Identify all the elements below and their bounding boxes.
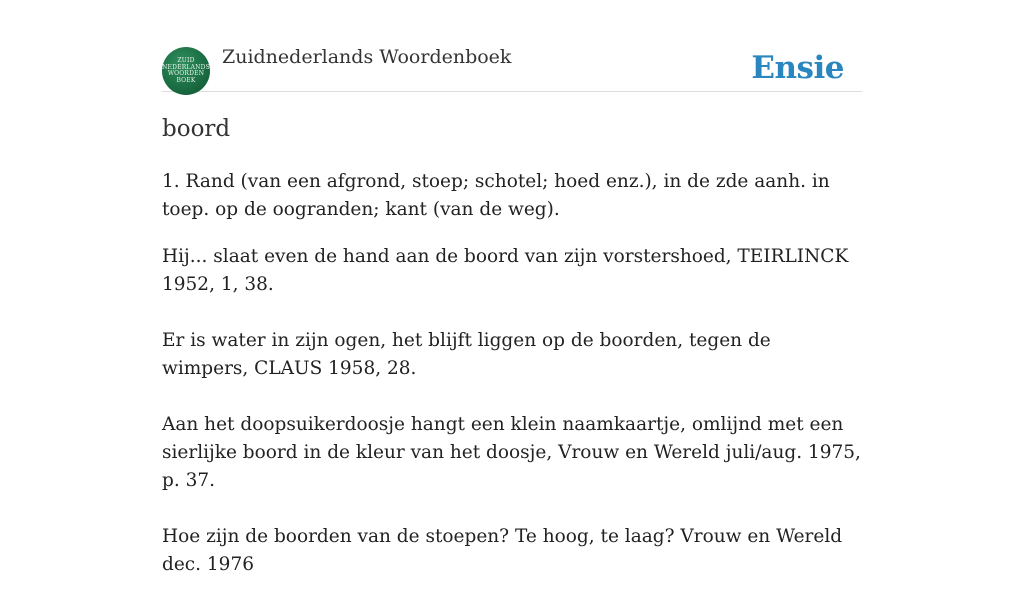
entry-quote: Hij... slaat even de hand aan de boord van zijn vorstershoed, TEIRLINCK 1952, 1, 38. [162, 246, 849, 295]
entry-headword: boord [162, 116, 231, 142]
logo-text-line: BOEK [176, 76, 196, 84]
logo-text-line: WOORDEN [167, 70, 205, 77]
logo-text-line: ZUID [177, 57, 195, 64]
entry-quote: Hoe zijn de boorden van de stoepen? Te hoog, te laag? Vrouw en Wereld dec. 1976 [162, 526, 843, 575]
entry-body [162, 168, 862, 607]
logo-text-line: NEDERLANDS [162, 63, 210, 71]
page [162, 0, 862, 575]
entry-definition: 1. Rand (van een afgrond, stoep; schotel; hoed enz.), in de zde aanh. in toep. op de oogranden; kant (van de weg). [162, 171, 830, 220]
ensie-brand-link[interactable]: Ensie [751, 50, 844, 86]
site-header [162, 0, 862, 92]
entry-quote: Aan het doopsuikerdoosje hangt een klein naamkaartje, omlijnd met een sierlijke boord in de kleur van het doosje, Vrouw en Wereld juli/aug. 1975, p. 37. [162, 414, 861, 491]
entry-quote: Er is water in zijn ogen, het blijft liggen op de boorden, tegen de wimpers, CLAUS 1958, 28. [162, 330, 771, 379]
site-title-link[interactable]: Zuidnederlands Woordenboek [222, 46, 512, 68]
site-logo[interactable] [162, 47, 210, 95]
